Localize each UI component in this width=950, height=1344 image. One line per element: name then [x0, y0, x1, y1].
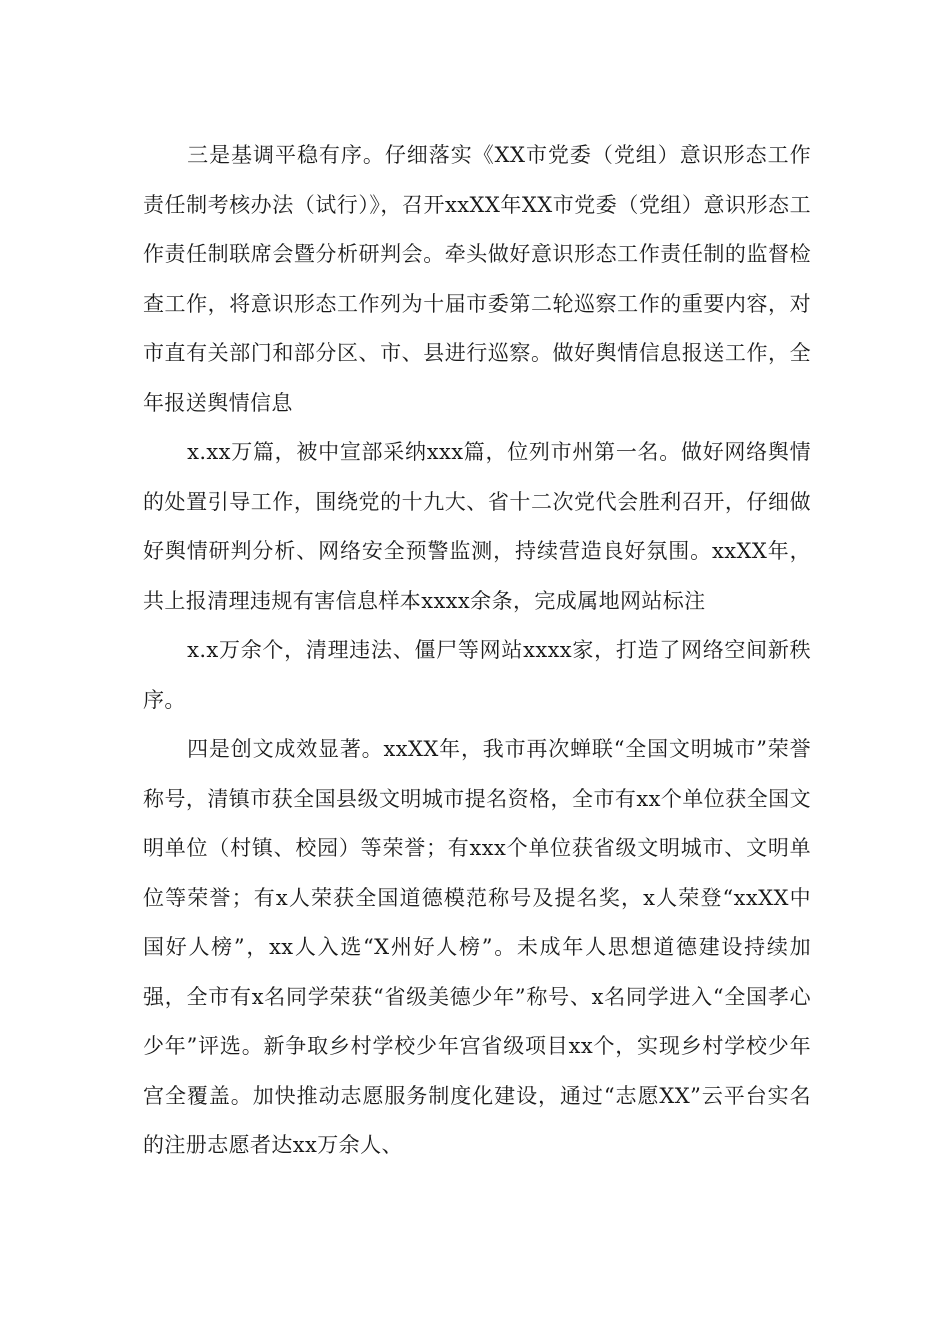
paragraph-civilization: 四是创文成效显著。xxXX年，我市再次蝉联“全国文明城市”荣誉称号，清镇市获全国县级文明城市提名资格，全市有xx个单位获全国文明单位（村镇、校园）等荣誉；有xxx个单位获省级文明城市、文明单位等荣誉；有x人荣获全国道德模范称号及提名奖，x人荣登“xxXX中国好人榜”，xx人入选“X州好人榜”。未成年人思想道德建设持续加强，全市有x名同学荣获“省级美德少年”称号、x名同学进入“全国孝心少年”评选。新争取乡村学校少年宫省级项目xx个，实现乡村学校少年宫全覆盖。加快推动志愿服务制度化建设，通过“志愿XX”云平台实名的注册志愿者达xx万余人、 [143, 737, 811, 1157]
paragraph-network-opinion: x.xx万篇，被中宣部采纳xxx篇，位列市州第一名。做好网络舆情的处置引导工作，围绕党的十九大、省十二次党代会胜利召开，仔细做好舆情研判分析、网络安全预警监测，持续营造良好氛围。xxXX年，共上报清理违规有害信息样本xxxx余条，完成属地网站标注 [143, 440, 811, 613]
document-body [143, 131, 811, 1171]
paragraph-ideology-work: 三是基调平稳有序。仔细落实《XX市党委（党组）意识形态工作责任制考核办法（试行）》，召开xxXX年XX市党委（党组）意识形态工作责任制联席会暨分析研判会。牵头做好意识形态工作责任制的监督检查工作，将意识形态工作列为十届市委第二轮巡察工作的重要内容，对市直有关部门和部分区、市、县进行巡察。做好舆情信息报送工作，全年报送舆情信息 [143, 143, 811, 415]
paragraph-network-cleanup: x.x万余个，清理违法、僵尸等网站xxxx家，打造了网络空间新秩序。 [143, 638, 811, 712]
